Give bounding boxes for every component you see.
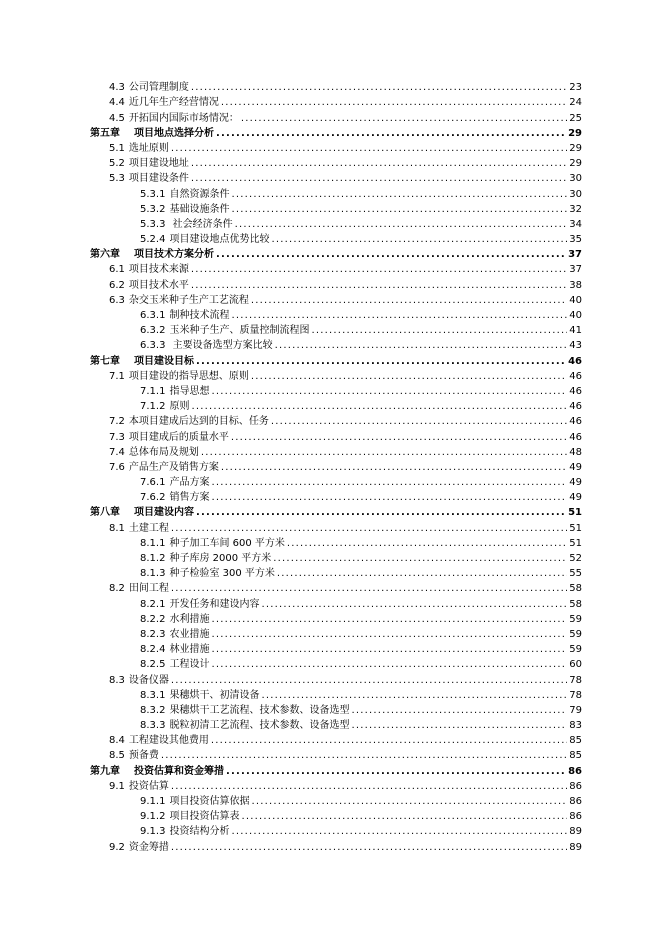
toc-entry-number: 5.2 xyxy=(109,158,125,170)
toc-dot-leader xyxy=(226,766,580,778)
toc-entry-title: 水利措施 xyxy=(169,613,210,625)
toc-dot-leader xyxy=(251,295,580,307)
toc-section-row[interactable] xyxy=(0,261,662,276)
toc-subsection-row[interactable] xyxy=(0,565,662,580)
toc-page-number: 86 xyxy=(569,796,582,807)
toc-page-number: 51 xyxy=(568,507,582,519)
toc-page-number: 40 xyxy=(569,310,582,321)
toc-page-number: 78 xyxy=(569,674,582,686)
toc-subsection-row[interactable] xyxy=(0,322,662,337)
toc-entry-number: 8.4 xyxy=(109,735,125,747)
toc-chapter-row[interactable] xyxy=(0,504,662,519)
toc-entry-title: 项目建设目标 xyxy=(134,355,194,367)
toc-section-row[interactable] xyxy=(0,368,662,383)
toc-section-row[interactable] xyxy=(0,519,662,534)
toc-section-row[interactable] xyxy=(0,838,662,853)
toc-page-number: 51 xyxy=(569,522,582,534)
toc-dot-leader xyxy=(275,340,580,352)
toc-entry-title: 种子检验室 300 平方米 xyxy=(169,568,275,580)
toc-entry-number: 7.4 xyxy=(109,446,125,458)
toc-entry-title: 产品方案 xyxy=(169,477,210,489)
toc-subsection-row[interactable] xyxy=(0,398,662,413)
toc-entry-number: 第九章 xyxy=(90,765,120,777)
toc-entry-title: 近几年生产经营情况 xyxy=(128,97,219,109)
toc-entry-number: 8.2 xyxy=(109,583,125,595)
toc-dot-leader xyxy=(211,614,580,626)
toc-page-number: 37 xyxy=(568,249,582,261)
toc-entry-number: 5.3.1 xyxy=(140,188,166,200)
toc-chapter-row[interactable] xyxy=(0,352,662,367)
toc-entry-number: 9.1 xyxy=(109,780,125,792)
toc-page-number: 86 xyxy=(569,811,582,823)
toc-page-number: 58 xyxy=(569,583,582,595)
toc-dot-leader xyxy=(171,583,580,595)
toc-page-number: 59 xyxy=(569,644,582,656)
toc-entry-number: 5.3.2 xyxy=(140,203,166,215)
toc-chapter-row[interactable] xyxy=(0,762,662,777)
toc-entry-title: 田间工程 xyxy=(128,583,169,595)
toc-entry-title: 总体布局及规划 xyxy=(128,446,199,458)
toc-dot-leader xyxy=(241,113,580,125)
toc-dot-leader xyxy=(196,356,580,368)
toc-dot-leader xyxy=(271,416,580,428)
toc-entry-title: 设备仪器 xyxy=(128,674,169,686)
toc-page-number: 30 xyxy=(569,188,582,200)
toc-section-row[interactable] xyxy=(0,94,662,109)
toc-dot-leader xyxy=(171,781,580,793)
toc-dot-leader xyxy=(351,720,580,732)
toc-entry-title: 投资估算 xyxy=(128,780,169,792)
toc-dot-leader xyxy=(261,599,580,611)
toc-dot-leader xyxy=(211,629,580,641)
toc-subsection-row[interactable] xyxy=(0,702,662,717)
toc-entry-title: 项目技术水平 xyxy=(128,279,189,291)
toc-subsection-row[interactable] xyxy=(0,595,662,610)
toc-page-number: 55 xyxy=(569,568,582,580)
toc-subsection-row[interactable] xyxy=(0,687,662,702)
toc-page-number: 30 xyxy=(569,173,582,185)
toc-page-number: 35 xyxy=(569,234,582,246)
toc-dot-leader xyxy=(351,705,580,717)
toc-subsection-row[interactable] xyxy=(0,201,662,216)
toc-page-number: 85 xyxy=(569,735,582,747)
toc-entry-number: 7.6 xyxy=(109,461,125,473)
toc-page-number: 51 xyxy=(569,537,582,549)
toc-subsection-row[interactable] xyxy=(0,717,662,732)
toc-entry-title: 项目技术方案分析 xyxy=(134,249,214,261)
toc-entry-title: 林业措施 xyxy=(169,644,210,656)
toc-entry-number: 8.3.2 xyxy=(140,704,166,716)
toc-entry-title: 开发任务和建设内容 xyxy=(169,598,260,610)
toc-page-number: 29 xyxy=(569,142,582,154)
toc-entry-title: 项目建设条件 xyxy=(128,173,189,185)
toc-entry-number: 7.1.1 xyxy=(140,385,166,397)
toc-page-number: 86 xyxy=(569,780,582,792)
table-of-contents xyxy=(0,79,662,854)
toc-subsection-row[interactable] xyxy=(0,535,662,550)
toc-page-number: 58 xyxy=(569,598,582,610)
toc-subsection-row[interactable] xyxy=(0,185,662,200)
toc-entry-title: 产品生产及销售方案 xyxy=(128,461,219,473)
toc-page-number: 78 xyxy=(569,689,582,701)
toc-dot-leader xyxy=(191,401,580,413)
toc-page-number: 41 xyxy=(569,325,582,337)
toc-entry-title: 基础设施条件 xyxy=(169,203,230,215)
toc-entry-number: 9.1.3 xyxy=(140,826,166,838)
toc-entry-number: 9.2 xyxy=(109,841,125,853)
toc-page-number: 49 xyxy=(569,477,582,489)
toc-entry-number: 8.2.4 xyxy=(140,644,166,656)
toc-subsection-row[interactable] xyxy=(0,808,662,823)
toc-entry-number: 8.3.3 xyxy=(140,720,166,732)
toc-entry-number: 8.2.2 xyxy=(140,613,166,625)
toc-dot-leader xyxy=(261,690,580,702)
toc-dot-leader xyxy=(171,143,580,155)
toc-entry-title: 选址原则 xyxy=(128,142,169,154)
toc-dot-leader xyxy=(201,447,580,459)
toc-page-number: 32 xyxy=(569,203,582,215)
toc-section-row[interactable] xyxy=(0,778,662,793)
toc-dot-leader xyxy=(231,826,580,838)
toc-chapter-row[interactable] xyxy=(0,125,662,140)
toc-entry-title: 项目建设内容 xyxy=(134,507,194,519)
toc-subsection-row[interactable] xyxy=(0,337,662,352)
toc-entry-title: 投资结构分析 xyxy=(169,826,230,838)
toc-page-number: 38 xyxy=(569,279,582,291)
toc-dot-leader xyxy=(171,842,580,854)
toc-entry-title: 本项目建成后达到的目标、任务 xyxy=(128,416,269,428)
toc-page-number: 46 xyxy=(569,401,582,413)
toc-section-row[interactable] xyxy=(0,79,662,94)
toc-dot-leader xyxy=(235,219,580,231)
toc-subsection-row[interactable] xyxy=(0,307,662,322)
toc-entry-number: 8.1 xyxy=(109,522,125,534)
toc-subsection-row[interactable] xyxy=(0,641,662,656)
toc-page-number: 59 xyxy=(569,613,582,625)
toc-entry-number: 8.3.1 xyxy=(140,689,166,701)
toc-entry-number: 第五章 xyxy=(90,127,120,139)
toc-entry-number: 5.2.4 xyxy=(140,234,166,246)
toc-entry-title: 项目投资估算表 xyxy=(169,811,240,823)
toc-page-number: 46 xyxy=(569,431,582,443)
toc-entry-title: 资金筹措 xyxy=(128,841,169,853)
toc-dot-leader xyxy=(211,477,580,489)
toc-entry-number: 4.3 xyxy=(109,82,125,94)
toc-section-row[interactable] xyxy=(0,428,662,443)
toc-page-number: 79 xyxy=(569,704,582,716)
toc-subsection-row[interactable] xyxy=(0,823,662,838)
toc-dot-leader xyxy=(311,325,580,337)
toc-page-number: 48 xyxy=(569,446,582,458)
toc-entry-number: 7.6.1 xyxy=(140,477,166,489)
toc-entry-title: 开拓国内国际市场情况： xyxy=(128,112,239,124)
toc-dot-leader xyxy=(221,97,580,109)
toc-entry-title: 销售方案 xyxy=(169,492,210,504)
toc-dot-leader xyxy=(191,158,580,170)
toc-dot-leader xyxy=(231,204,580,216)
toc-dot-leader xyxy=(271,234,580,246)
toc-dot-leader xyxy=(277,568,580,580)
toc-entry-title: 果穗烘干、初清设备 xyxy=(169,689,260,701)
toc-dot-leader xyxy=(171,523,580,535)
toc-subsection-row[interactable] xyxy=(0,216,662,231)
toc-page-number: 25 xyxy=(569,112,582,124)
toc-page-number: 23 xyxy=(569,82,582,94)
toc-page-number: 43 xyxy=(569,340,582,352)
toc-page-number: 59 xyxy=(569,628,582,640)
toc-chapter-row[interactable] xyxy=(0,246,662,261)
toc-entry-number: 9.1.1 xyxy=(140,796,166,807)
toc-entry-number: 5.1 xyxy=(109,142,125,154)
toc-entry-number: 7.2 xyxy=(109,416,125,428)
toc-entry-title: 工程设计 xyxy=(169,659,210,671)
toc-entry-title: 原则 xyxy=(169,401,190,413)
toc-entry-number: 8.5 xyxy=(109,750,125,762)
toc-subsection-row[interactable] xyxy=(0,611,662,626)
toc-section-row[interactable] xyxy=(0,155,662,170)
toc-entry-title: 果穗烘干工艺流程、技术参数、设备选型 xyxy=(169,704,350,716)
toc-page-number: 46 xyxy=(569,385,582,397)
toc-dot-leader xyxy=(191,82,580,94)
toc-dot-leader xyxy=(273,553,580,565)
toc-page-number: 46 xyxy=(569,370,582,382)
toc-page-number: 83 xyxy=(569,720,582,732)
toc-subsection-row[interactable] xyxy=(0,550,662,565)
toc-section-row[interactable] xyxy=(0,413,662,428)
toc-entry-number: 7.1 xyxy=(109,370,125,382)
toc-entry-number: 6.1 xyxy=(109,264,125,276)
toc-dot-leader xyxy=(191,264,580,276)
toc-section-row[interactable] xyxy=(0,732,662,747)
toc-entry-title: 预备费 xyxy=(128,750,159,762)
toc-section-row[interactable] xyxy=(0,459,662,474)
toc-entry-title: 项目投资估算依据 xyxy=(169,796,250,807)
toc-entry-title: 制种技术流程 xyxy=(169,310,230,321)
toc-page-number: 89 xyxy=(569,826,582,838)
toc-entry-title: 土建工程 xyxy=(128,522,169,534)
toc-page-number: 40 xyxy=(569,294,582,306)
toc-dot-leader xyxy=(216,249,580,261)
toc-entry-number: 第八章 xyxy=(90,507,120,519)
toc-entry-number: 6.3.3 xyxy=(140,340,166,352)
toc-entry-title: 指导思想 xyxy=(169,385,210,397)
toc-entry-number: 第七章 xyxy=(90,355,120,367)
toc-entry-title: 种子库房 2000 平方米 xyxy=(169,553,272,564)
toc-page-number: 86 xyxy=(568,765,582,777)
toc-entry-number: 9.1.2 xyxy=(140,811,166,823)
toc-entry-number: 8.1.1 xyxy=(140,537,166,549)
toc-page-number: 85 xyxy=(569,750,582,762)
toc-dot-leader xyxy=(171,675,580,687)
toc-dot-leader xyxy=(287,538,580,550)
toc-entry-number: 7.6.2 xyxy=(140,492,166,504)
toc-entry-title: 主要设备选型方案比较 xyxy=(169,340,273,352)
toc-dot-leader xyxy=(231,432,580,444)
toc-entry-number: 8.1.2 xyxy=(140,553,166,564)
toc-entry-number: 第六章 xyxy=(90,249,120,261)
toc-entry-title: 玉米种子生产、质量控制流程图 xyxy=(169,325,310,337)
toc-dot-leader xyxy=(221,462,580,474)
toc-subsection-row[interactable] xyxy=(0,626,662,641)
toc-dot-leader xyxy=(241,811,580,823)
toc-entry-number: 8.2.5 xyxy=(140,659,166,671)
toc-page-number: 34 xyxy=(569,218,582,230)
toc-section-row[interactable] xyxy=(0,444,662,459)
toc-dot-leader xyxy=(196,507,580,519)
toc-page-number: 46 xyxy=(568,355,582,367)
toc-page-number: 29 xyxy=(569,158,582,170)
toc-entry-number: 8.2.3 xyxy=(140,628,166,640)
toc-entry-number: 4.4 xyxy=(109,97,125,109)
toc-page-number: 37 xyxy=(569,264,582,276)
toc-entry-title: 项目技术来源 xyxy=(128,264,189,276)
toc-entry-title: 项目建设的指导思想、原则 xyxy=(128,370,249,382)
toc-dot-leader xyxy=(211,492,580,504)
toc-page-number: 46 xyxy=(569,416,582,428)
toc-dot-leader xyxy=(211,644,580,656)
toc-section-row[interactable] xyxy=(0,276,662,291)
toc-page-number: 89 xyxy=(569,841,582,853)
toc-entry-number: 6.3 xyxy=(109,294,125,306)
toc-subsection-row[interactable] xyxy=(0,383,662,398)
toc-entry-title: 公司管理制度 xyxy=(128,82,189,94)
toc-dot-leader xyxy=(211,735,580,747)
toc-entry-title: 社会经济条件 xyxy=(169,218,233,230)
toc-entry-number: 8.3 xyxy=(109,674,125,686)
toc-dot-leader xyxy=(231,189,580,201)
toc-entry-number: 7.1.2 xyxy=(140,401,166,413)
toc-entry-title: 脱粒初清工艺流程、技术参数、设备选型 xyxy=(169,720,350,732)
toc-entry-title: 农业措施 xyxy=(169,628,210,640)
toc-dot-leader xyxy=(251,371,580,383)
toc-entry-title: 项目地点选择分析 xyxy=(134,127,214,139)
toc-entry-number: 6.3.1 xyxy=(140,310,166,321)
toc-section-row[interactable] xyxy=(0,292,662,307)
toc-entry-title: 工程建设其他费用 xyxy=(128,735,209,747)
toc-subsection-row[interactable] xyxy=(0,474,662,489)
toc-entry-number: 6.3.2 xyxy=(140,325,166,337)
toc-dot-leader xyxy=(191,173,580,185)
toc-dot-leader xyxy=(211,659,580,671)
toc-page-number: 29 xyxy=(568,127,582,139)
toc-page-number: 52 xyxy=(569,553,582,564)
toc-page-number: 24 xyxy=(569,97,582,109)
toc-entry-number: 5.3 xyxy=(109,173,125,185)
toc-dot-leader xyxy=(191,280,580,292)
toc-dot-leader xyxy=(161,750,580,762)
toc-subsection-row[interactable] xyxy=(0,231,662,246)
toc-section-row[interactable] xyxy=(0,671,662,686)
toc-dot-leader xyxy=(251,796,580,808)
toc-section-row[interactable] xyxy=(0,140,662,155)
toc-section-row[interactable] xyxy=(0,747,662,762)
toc-entry-title: 自然资源条件 xyxy=(169,188,230,200)
toc-dot-leader xyxy=(231,310,580,322)
toc-entry-number: 4.5 xyxy=(109,112,125,124)
toc-section-row[interactable] xyxy=(0,109,662,124)
toc-page-number: 49 xyxy=(569,492,582,504)
toc-page-number: 49 xyxy=(569,461,582,473)
toc-dot-leader xyxy=(216,128,580,140)
toc-dot-leader xyxy=(211,386,580,398)
toc-entry-number: 8.1.3 xyxy=(140,568,166,580)
toc-entry-number: 7.3 xyxy=(109,431,125,443)
toc-section-row[interactable] xyxy=(0,170,662,185)
toc-entry-title: 杂交玉米种子生产工艺流程 xyxy=(128,294,249,306)
toc-subsection-row[interactable] xyxy=(0,489,662,504)
toc-subsection-row[interactable] xyxy=(0,793,662,808)
toc-entry-title: 项目建设地址 xyxy=(128,158,189,170)
toc-subsection-row[interactable] xyxy=(0,656,662,671)
toc-entry-title: 项目建成后的质量水平 xyxy=(128,431,229,443)
toc-entry-number: 6.2 xyxy=(109,279,125,291)
toc-entry-number: 5.3.3 xyxy=(140,218,166,230)
toc-entry-title: 投资估算和资金筹措 xyxy=(134,765,224,777)
toc-entry-title: 种子加工车间 600 平方米 xyxy=(169,537,285,549)
toc-section-row[interactable] xyxy=(0,580,662,595)
toc-entry-number: 8.2.1 xyxy=(140,598,166,610)
toc-entry-title: 项目建设地点优势比较 xyxy=(169,234,270,246)
toc-page-number: 60 xyxy=(569,659,582,671)
